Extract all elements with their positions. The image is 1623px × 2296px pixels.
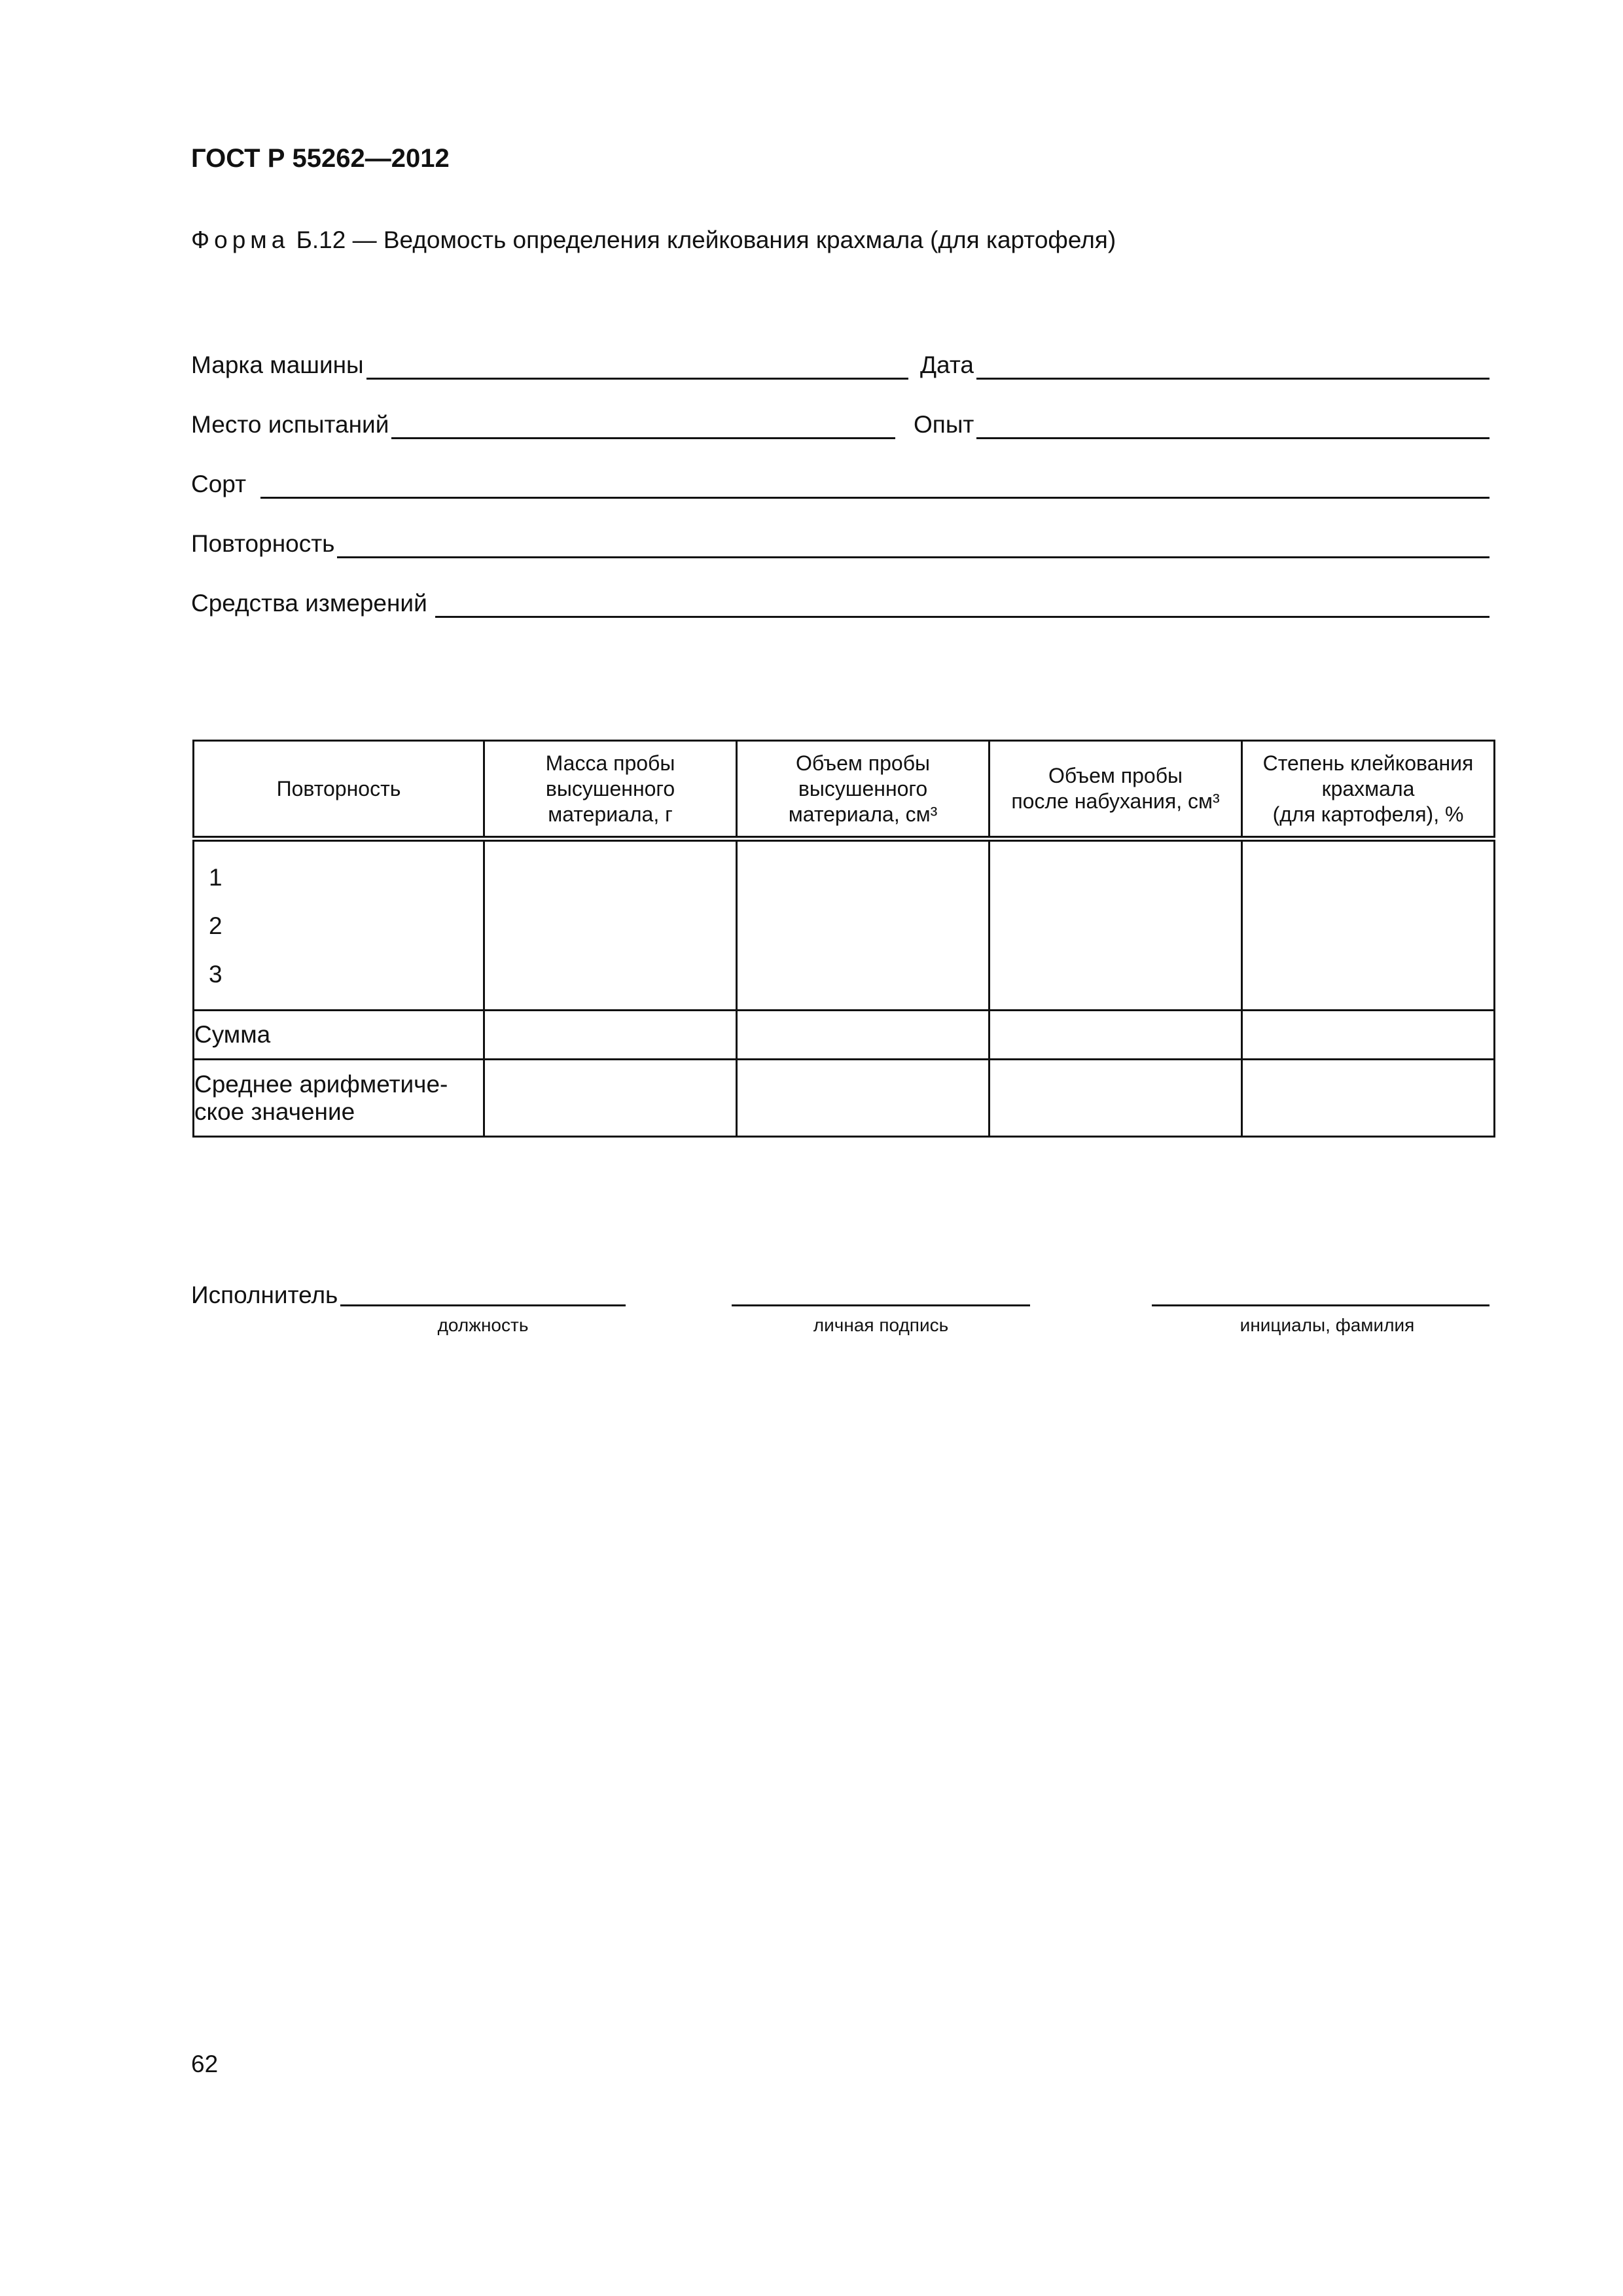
table-input-cell[interactable] [1242, 1011, 1495, 1060]
variety-line[interactable] [260, 471, 1489, 499]
replication-2-label: 2 [209, 912, 223, 939]
signature-caption: личная подпись [813, 1315, 949, 1335]
position-caption: должность [437, 1315, 529, 1335]
header-line: Повторность [276, 776, 401, 800]
measuring-tools-field [191, 588, 1489, 618]
form-title [191, 228, 1116, 252]
table-input-cell[interactable] [484, 1060, 737, 1137]
name-caption: инициалы, фамилия [1240, 1315, 1415, 1335]
replication-1-label: 1 [209, 864, 223, 891]
variety-field [191, 469, 1489, 499]
performer-label: Исполнитель [191, 1282, 338, 1308]
header-line: Объем пробы [1048, 764, 1183, 787]
mean-label [194, 1060, 484, 1137]
sum-row [194, 1011, 1495, 1060]
header-line: материала, г [548, 802, 673, 826]
date-field [920, 350, 1489, 380]
mean-label-line: ское значение [194, 1098, 355, 1125]
header-line: крахмала [1321, 776, 1415, 800]
mean-row [194, 1060, 1495, 1137]
table-input-cell[interactable] [737, 1060, 990, 1137]
measuring-tools-label: Средства измерений [191, 590, 427, 617]
header-replication [194, 741, 484, 839]
header-line: после набухания, см³ [1011, 789, 1220, 813]
test-site-label: Место испытаний [191, 411, 389, 438]
date-label: Дата [920, 351, 974, 378]
replication-3-label: 3 [209, 961, 223, 988]
replications-row [194, 839, 1495, 1011]
document-code: ГОСТ Р 55262—2012 [191, 144, 450, 173]
experiment-label: Опыт [914, 411, 974, 438]
mean-label-line: Среднее арифметиче- [194, 1070, 448, 1098]
header-line: Степень клейкования [1262, 751, 1474, 775]
page-number: 62 [191, 2051, 219, 2077]
table-input-cell[interactable] [484, 839, 737, 1011]
replication-field [191, 528, 1489, 558]
table-input-cell[interactable] [1242, 839, 1495, 1011]
table-input-cell[interactable] [1242, 1060, 1495, 1137]
form-title-text: Б.12 — Ведомость определения клейкования крахмала (для картофеля) [296, 226, 1116, 253]
header-line: материала, см³ [788, 802, 938, 826]
header-line: Объем пробы [795, 751, 931, 775]
experiment-line[interactable] [976, 411, 1489, 439]
signature-line[interactable] [732, 1304, 1030, 1306]
machine-brand-line[interactable] [366, 351, 908, 380]
header-dry-mass [484, 741, 737, 839]
name-line[interactable] [1152, 1304, 1489, 1306]
table-input-cell[interactable] [990, 839, 1242, 1011]
machine-brand-label: Марка машины [191, 351, 364, 378]
position-line[interactable] [340, 1304, 626, 1306]
table-input-cell[interactable] [737, 839, 990, 1011]
replication-label: Повторность [191, 530, 335, 557]
machine-brand-field [191, 350, 908, 380]
experiment-field [914, 409, 1489, 439]
variety-label: Сорт [191, 471, 247, 497]
header-gelatinization-degree [1242, 741, 1495, 839]
table-input-cell[interactable] [737, 1011, 990, 1060]
header-dry-volume [737, 741, 990, 839]
test-site-line[interactable] [391, 411, 895, 439]
header-line: Масса пробы [545, 751, 675, 775]
sum-label: Сумма [194, 1011, 484, 1060]
date-line[interactable] [976, 351, 1489, 380]
results-table [192, 740, 1495, 1138]
header-swollen-volume [990, 741, 1242, 839]
replication-line[interactable] [337, 530, 1489, 558]
table-input-cell[interactable] [484, 1011, 737, 1060]
header-line: высушенного [545, 776, 675, 800]
measuring-tools-line[interactable] [435, 590, 1489, 618]
test-site-field [191, 409, 895, 439]
table-input-cell[interactable] [990, 1060, 1242, 1137]
form-word: Форма [191, 226, 290, 253]
header-row [194, 741, 1495, 839]
replications-cell [194, 839, 484, 1011]
header-line: высушенного [798, 776, 928, 800]
header-line: (для картофеля), % [1272, 802, 1464, 826]
table-input-cell[interactable] [990, 1011, 1242, 1060]
